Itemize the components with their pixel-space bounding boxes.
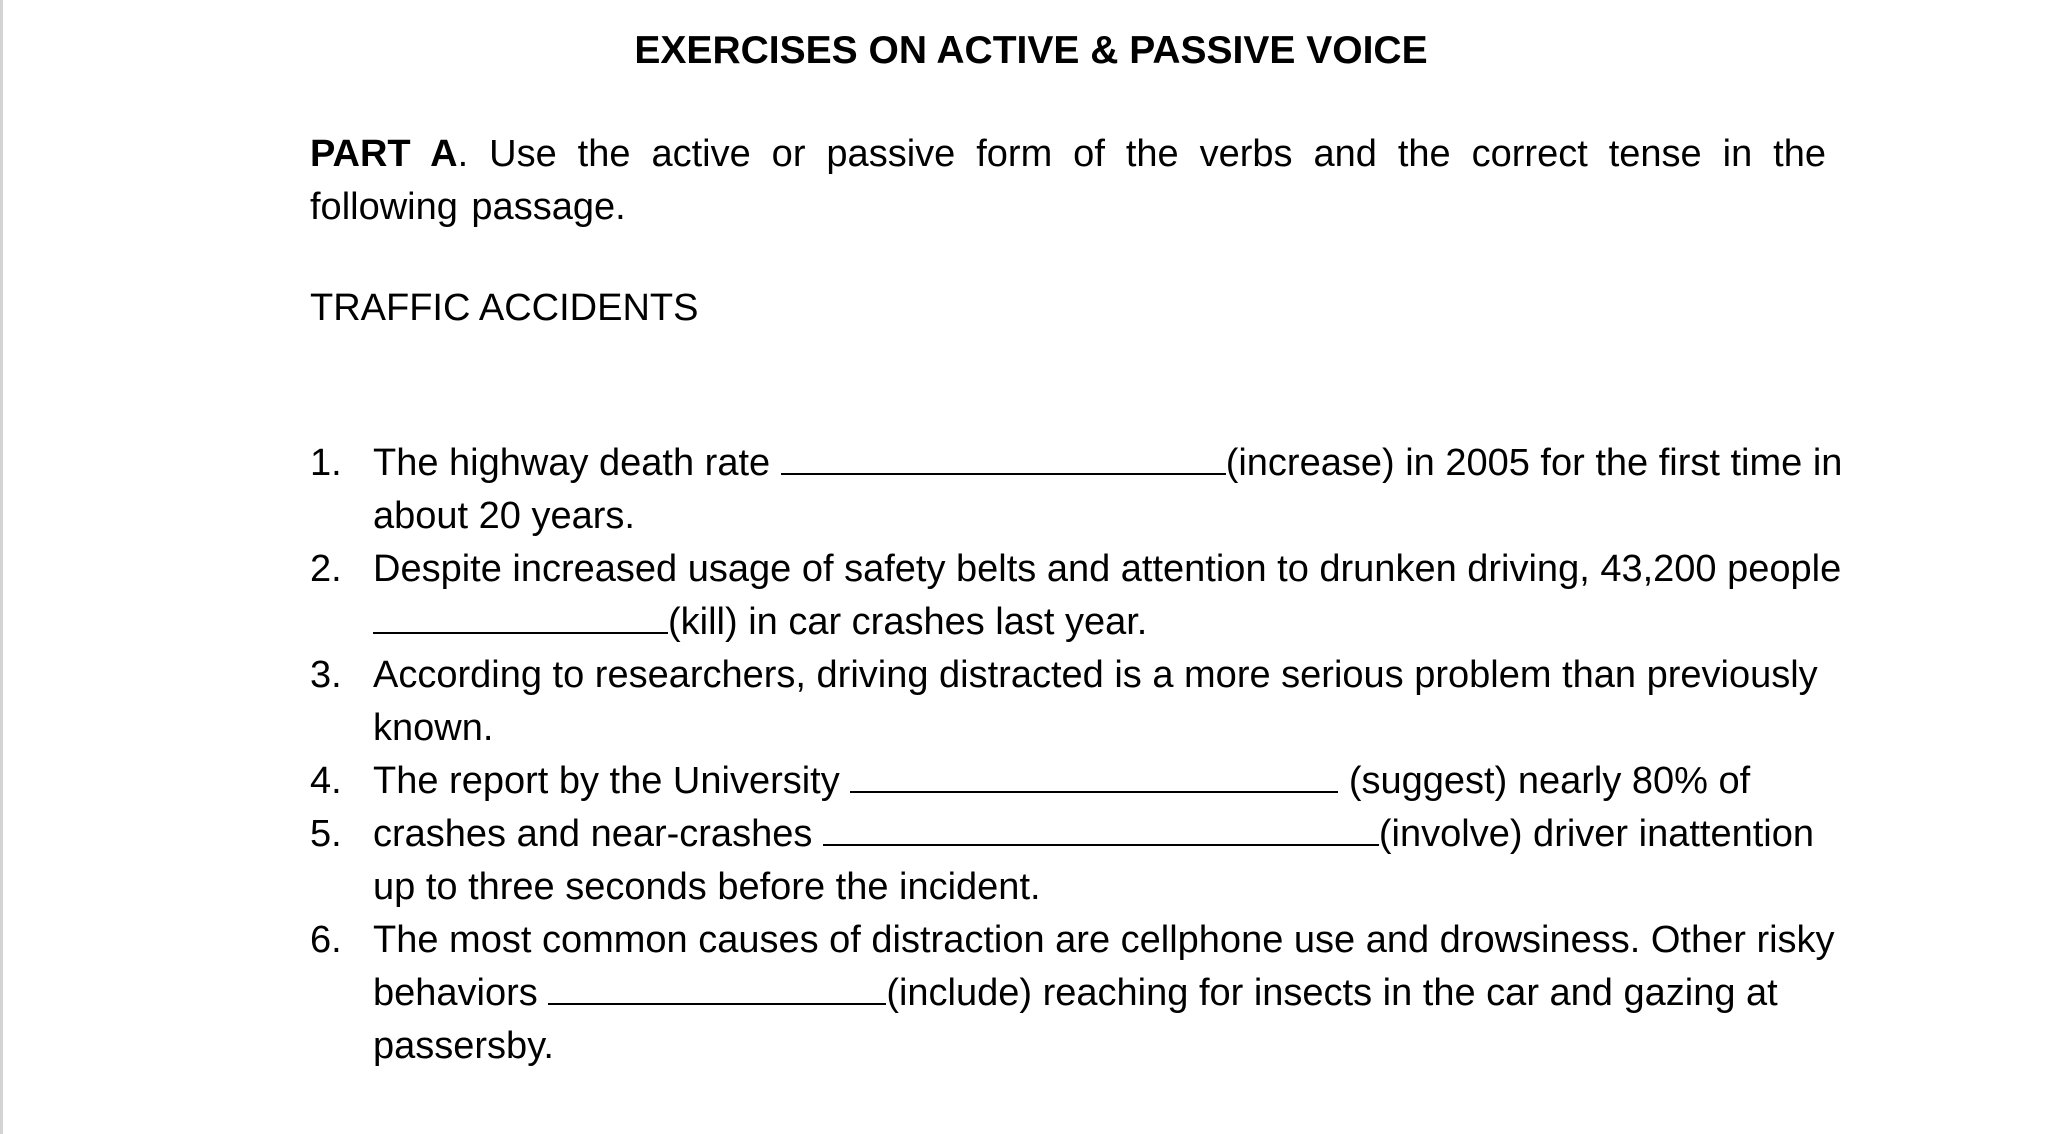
part-a-label: PART A bbox=[310, 133, 458, 175]
exercise-item-3 bbox=[310, 649, 1850, 755]
exercise-number: 6. bbox=[310, 919, 342, 961]
exercise-list bbox=[310, 437, 1850, 1073]
exercise-number: 3. bbox=[310, 654, 342, 696]
answer-blank[interactable] bbox=[781, 439, 1226, 475]
exercise-text-after: (kill) in car crashes last year. bbox=[668, 601, 1148, 643]
exercise-text-after: (increase) in 2005 for the first time in about 20 years. bbox=[373, 442, 1843, 537]
exercise-number: 5. bbox=[310, 813, 342, 855]
exercise-item-5 bbox=[310, 808, 1850, 914]
exercise-item-6 bbox=[310, 914, 1850, 1073]
exercise-text-before: crashes and near-crashes bbox=[373, 813, 823, 855]
exercise-item-2 bbox=[310, 543, 1850, 649]
exercise-item-4 bbox=[310, 755, 1850, 808]
answer-blank[interactable] bbox=[823, 810, 1379, 846]
exercise-text-before: The most common causes of distraction are cellphone use and drowsiness. Other risky behaviors bbox=[373, 919, 1835, 1014]
exercise-number: 4. bbox=[310, 760, 342, 802]
part-a-instruction-text: . Use the active or passive form of the verbs and the correct tense in the following passage. bbox=[310, 133, 1826, 228]
exercise-item-1 bbox=[310, 437, 1850, 543]
answer-blank[interactable] bbox=[548, 969, 886, 1005]
document-title: EXERCISES ON ACTIVE & PASSIVE VOICE bbox=[634, 29, 1428, 72]
answer-blank[interactable] bbox=[373, 598, 668, 634]
answer-blank[interactable] bbox=[850, 757, 1338, 793]
exercise-text-before: The report by the University bbox=[373, 760, 851, 802]
exercise-text-after: (suggest) nearly 80% of bbox=[1338, 760, 1751, 802]
exercise-text-after: (involve) driver inattention up to three seconds before the incident. bbox=[373, 813, 1814, 908]
exercise-text-before: Despite increased usage of safety belts and attention to drunken driving, 43,200 people bbox=[373, 548, 1842, 590]
exercise-number: 1. bbox=[310, 442, 342, 484]
exercise-text-before: The highway death rate bbox=[373, 442, 781, 484]
passage-title: TRAFFIC ACCIDENTS bbox=[310, 287, 699, 329]
page-left-edge bbox=[0, 0, 3, 1134]
exercise-number: 2. bbox=[310, 548, 342, 590]
part-a-instruction bbox=[310, 128, 1826, 234]
exercise-text: According to researchers, driving distracted is a more serious problem than previously known. bbox=[373, 654, 1818, 749]
exercise-text-after: (include) reaching for insects in the car and gazing at passersby. bbox=[373, 972, 1778, 1067]
